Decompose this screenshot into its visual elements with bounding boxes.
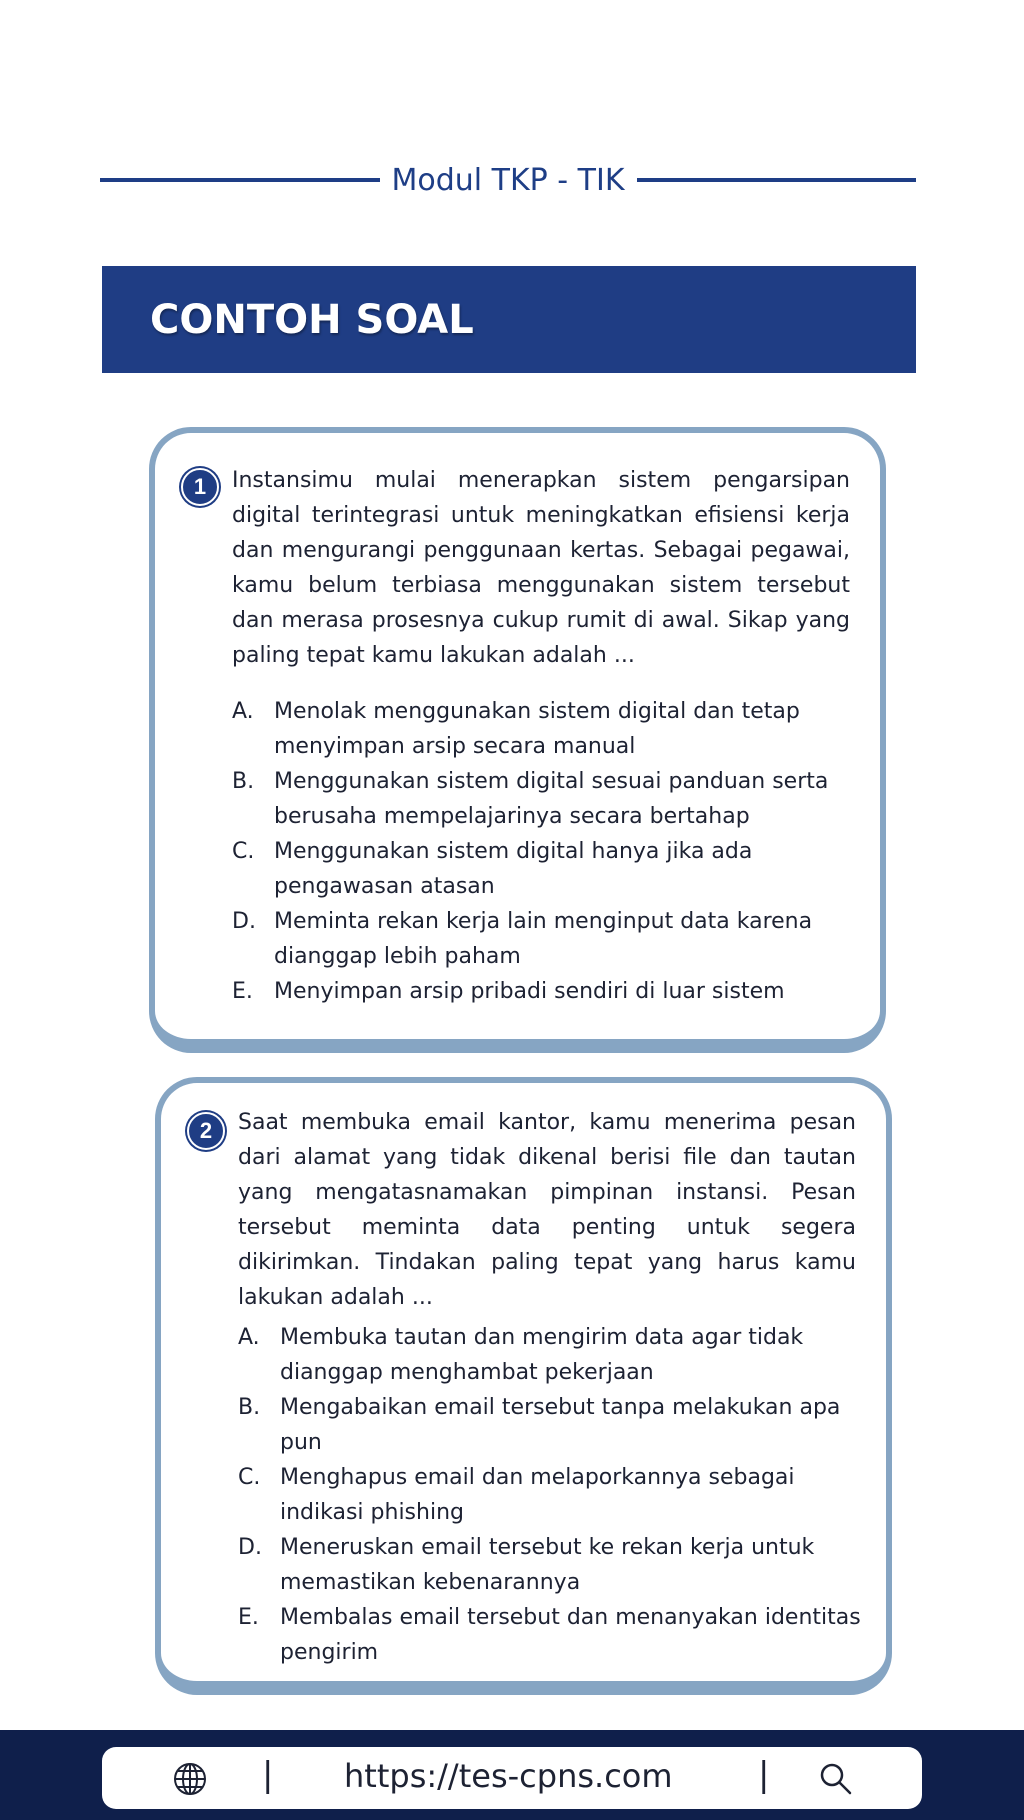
option-letter: D. (232, 909, 256, 934)
option-letter: B. (238, 1395, 261, 1420)
option-text: Mengabaikan email tersebut tanpa melakukan apa pun (280, 1395, 841, 1455)
option-letter: E. (238, 1605, 259, 1630)
answer-option[interactable] (232, 764, 858, 834)
option-text: Membuka tautan dan mengirim data agar tidak dianggap menghambat pekerjaan (280, 1325, 804, 1385)
option-letter: E. (232, 979, 253, 1004)
option-text: Menolak menggunakan sistem digital dan tetap menyimpan arsip secara manual (274, 699, 800, 759)
option-letter: C. (232, 839, 255, 864)
option-letter: C. (238, 1465, 261, 1490)
option-text: Menghapus email dan melaporkannya sebagai indikasi phishing (280, 1465, 795, 1525)
url-bar[interactable] (102, 1747, 922, 1809)
option-text: Meneruskan email tersebut ke rekan kerja untuk memastikan kebenarannya (280, 1535, 815, 1595)
option-letter: A. (238, 1325, 260, 1350)
answer-option[interactable] (238, 1600, 864, 1670)
header-rule-left (100, 178, 380, 182)
question-number-badge: 2 (187, 1112, 225, 1150)
answer-option[interactable] (238, 1530, 864, 1600)
option-letter: B. (232, 769, 255, 794)
section-title: CONTOH SOAL (150, 296, 474, 343)
answer-options (238, 1320, 864, 1670)
option-letter: A. (232, 699, 254, 724)
answer-options (232, 694, 858, 1009)
option-text: Menyimpan arsip pribadi sendiri di luar sistem (274, 979, 785, 1004)
answer-option[interactable] (232, 904, 858, 974)
question-card-2 (155, 1077, 892, 1695)
module-header (100, 160, 916, 200)
option-text: Menggunakan sistem digital hanya jika ada pengawasan atasan (274, 839, 753, 899)
option-text: Membalas email tersebut dan menanyakan identitas pengirim (280, 1605, 861, 1665)
module-title: Modul TKP - TIK (391, 162, 625, 198)
option-text: Meminta rekan kerja lain menginput data karena dianggap lebih paham (274, 909, 813, 969)
header-rule-right (637, 178, 917, 182)
answer-option[interactable] (232, 694, 858, 764)
option-text: Menggunakan sistem digital sesuai panduan serta berusaha mempelajarinya secara bertahap (274, 769, 829, 829)
answer-option[interactable] (238, 1460, 864, 1530)
option-letter: D. (238, 1535, 262, 1560)
website-url[interactable]: https://tes-cpns.com (344, 1757, 673, 1795)
answer-option[interactable] (232, 834, 858, 904)
answer-option[interactable] (238, 1320, 864, 1390)
search-icon[interactable] (818, 1761, 854, 1797)
question-card-1 (149, 427, 886, 1053)
separator: | (262, 1755, 274, 1795)
separator: | (758, 1755, 770, 1795)
answer-option[interactable] (232, 974, 858, 1009)
question-text: Saat membuka email kantor, kamu menerima pesan dari alamat yang tidak dikenal berisi file dan tautan yang mengatasnamakan pimpinan instansi. Pesan tersebut meminta data penting untuk segera dikirimkan. Tindakan paling tepat yang harus kamu lakukan adalah ... (238, 1110, 856, 1310)
question-text: Instansimu mulai menerapkan sistem pengarsipan digital terintegrasi untuk meningkatkan efisiensi kerja dan mengurangi penggunaan kertas. Sebagai pegawai, kamu belum terbiasa menggunakan sistem tersebut dan merasa prosesnya cukup rumit di awal. Sikap yang paling tepat kamu lakukan adalah ... (232, 468, 850, 668)
globe-icon (172, 1761, 208, 1797)
section-banner (102, 266, 916, 373)
answer-option[interactable] (238, 1390, 864, 1460)
question-number-badge: 1 (181, 468, 219, 506)
